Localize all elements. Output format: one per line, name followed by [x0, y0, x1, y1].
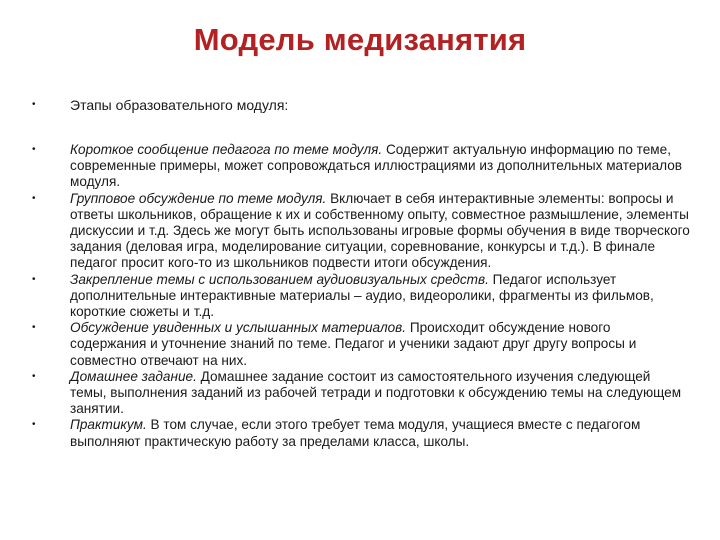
- list-item-body: В том случае, если этого требует тема модуля, учащиеся вместе с педагогом выполняют практическую работу за пределами класса, школы.: [70, 417, 641, 449]
- list-item: [30, 320, 690, 369]
- list-item: [30, 142, 690, 191]
- list-item-text: [70, 369, 690, 418]
- list-item: [30, 417, 690, 449]
- list-item-lead: Закрепление темы с использованием аудиовизуальных средств.: [70, 271, 489, 287]
- bullet-icon: •: [32, 273, 36, 285]
- list-item-body: Домашнее задание состоит из самостоятельного изучения следующей темы, выполнения заданий из рабочей тетради и подготовки к обсуждению темы на следующем занятии.: [70, 368, 682, 417]
- bullet-icon: •: [32, 144, 36, 155]
- list-item-text: [70, 417, 690, 449]
- intro-line: [30, 97, 680, 114]
- intro-text: Этапы образовательного модуля:: [70, 97, 289, 113]
- bullet-icon: •: [32, 192, 36, 204]
- page-title: Модель медизанятия: [193, 22, 527, 57]
- list-item-lead: Обсуждение увиденных и услышанных материалов.: [70, 320, 407, 336]
- list-item: [30, 369, 690, 418]
- bullet-icon: •: [32, 419, 36, 431]
- bullet-icon: •: [32, 370, 36, 382]
- list-item-lead: Домашнее задание.: [70, 368, 197, 384]
- list-item-body: Педагог использует дополнительные интерактивные материалы – аудио, видеоролики, фрагменты из фильмов, короткие сюжеты и т.д.: [70, 271, 654, 320]
- list-item-text: [70, 142, 690, 191]
- list-item: [30, 272, 690, 321]
- list-item-body: Происходит обсуждение нового содержания и уточнение знаний по теме. Педагог и ученики задают друг другу вопросы и совместно отвечают на них.: [70, 320, 637, 368]
- list-item: [30, 191, 690, 272]
- list-item-lead: Практикум.: [70, 417, 147, 433]
- list-item-text: [70, 191, 690, 272]
- list-item-lead: Групповое обсуждение по теме модуля.: [70, 190, 327, 206]
- list-item-body: Содержит актуальную информацию по теме, современные примеры, может сопровождаться иллюстрациями из дополнительных материалов модуля.: [70, 142, 683, 190]
- list-item-text: [70, 272, 690, 321]
- stages-list: [30, 142, 690, 450]
- list-item-lead: Короткое сообщение педагога по теме модуля.: [70, 142, 383, 157]
- list-item-text: [70, 320, 690, 369]
- list-item-body: Включает в себя интерактивные элементы: вопросы и ответы школьников, обращение к их и собственному опыту, совместное размышление, элементы дискуссии и т.д. Здесь же могут быть использованы игровые формы обучения в виде творческого задания (деловая игра, моделирование ситуации, соревнование, конкурсы и т.д.). В финале педагог просит кого-то из школьников подвести итоги обсуждения.: [70, 190, 690, 271]
- bullet-icon: •: [32, 322, 36, 334]
- bullet-icon: •: [32, 99, 36, 110]
